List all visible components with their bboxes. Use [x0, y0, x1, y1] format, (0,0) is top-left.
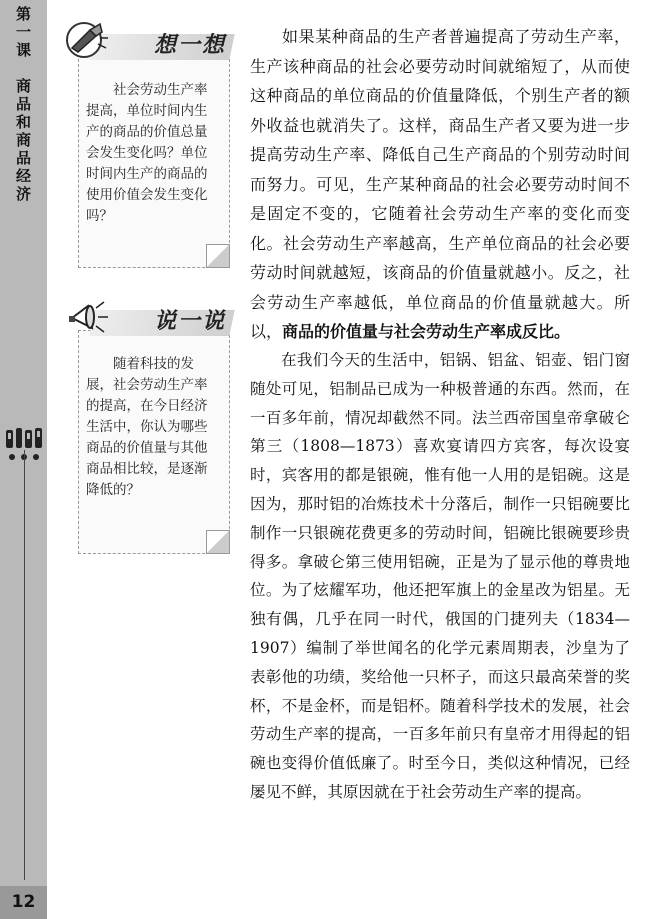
page-number: 12 [0, 886, 47, 919]
paragraph-1 [250, 22, 630, 347]
talk-title: 说一说 [153, 309, 226, 334]
think-title: 想一想 [153, 33, 226, 58]
talk-text: 随着科技的发展，社会劳动生产率的提高，在今日经济生活中，你认为哪些商品的价值量与其他商品相比较，是逐渐降低的？ [86, 356, 208, 498]
main-text [250, 22, 630, 347]
paragraph-2: 在我们今天的生活中，铝锅、铝盆、铝壶、铝门窗随处可见，铝制品已成为一种极普通的东西。然而，在一百多年前，情况却截然不同。法兰西帝国皇帝拿破仑第三（1808—1873）喜欢宴请四方宾客，每次设宴时，宾客用的都是银碗，惟有他一人用的是铝碗。这是因为，那时铝的冶炼技术十分落后，制作一只铝碗要比制作一只银碗花费更多的劳动时间，铝碗比银碗要珍贵得多。拿破仑第三使用铝碗，正是为了显示他的尊贵地位。为了炫耀军功，他还把军旗上的金星改为铝星。无独有偶，几乎在同一时代，俄国的门捷列夫（1834—1907）编制了举世闻名的化学元素周期表，沙皇为了表彰他的功绩，奖给他一只杯子，而这只最高荣誉的奖杯，不是金杯，而是铝杯。随着科学技术的发展，社会劳动生产率的提高，一百多年前只有皇帝才用得起的铝碗也变得价值低廉了。时至今日，类似这种情况，已经屡见不鲜，其原因就在于社会劳动生产率的提高。 [250, 351, 630, 801]
think-text: 社会劳动生产率提高，单位时间内生产的商品的价值总量会发生变化吗？单位时间内生产的商品的使用价值会发生变化吗？ [86, 82, 208, 224]
strip-line [24, 450, 25, 880]
paragraph-1-text: 如果某种商品的生产者普遍提高了劳动生产率，生产该种商品的社会必要劳动时间就缩短了，从而使这种商品的单位商品的价值量降低，个别生产者的额外收益也就消失了。这样，商品生产者又要为进一步提高劳动生产率、降低自己生产商品的个别劳动时间而努力。可见，生产某种商品的社会必要劳动时间不是固定不变的，它随着社会劳动生产率的变化而变化。社会劳动生产率越高，生产单位商品的社会必要劳动时间就越短，该商品的价值量就越小。反之，社会劳动生产率越低，单位商品的价值量就越大。所以， [250, 27, 630, 341]
paragraph-1-bold: 商品的价值量与社会劳动生产率成反比。 [282, 322, 571, 341]
page-curl-icon [206, 244, 230, 268]
lesson-label: 第一课 商品和商品经济 [14, 6, 32, 204]
page-curl-icon [206, 530, 230, 554]
side-strip [0, 0, 47, 919]
think-note [72, 24, 230, 269]
talk-note [72, 300, 230, 555]
megaphone-think-icon [64, 18, 110, 64]
megaphone-talk-icon [66, 292, 112, 338]
